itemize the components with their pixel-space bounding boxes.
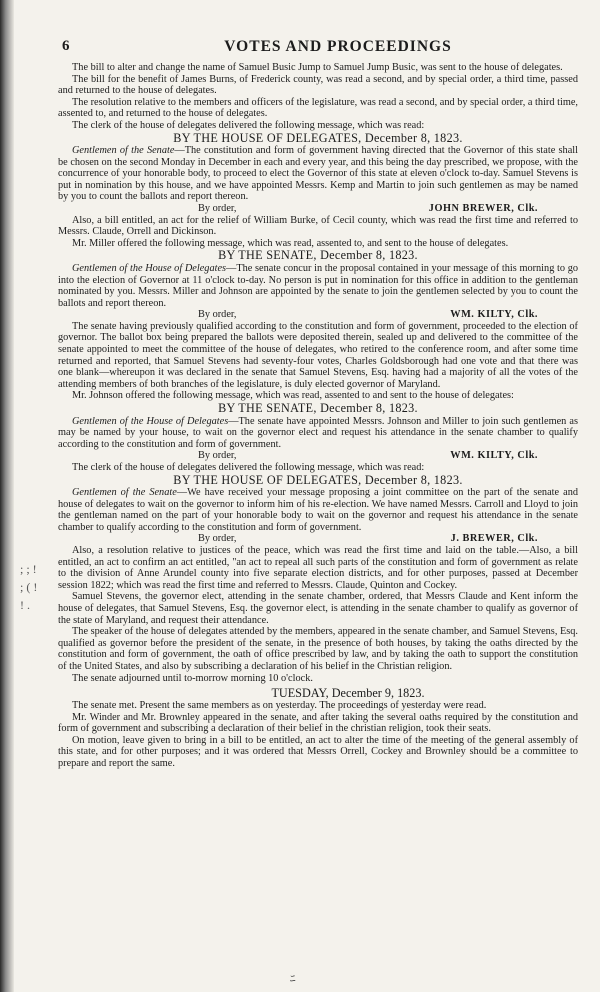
paragraph: On motion, leave given to bring in a bill to be entitled, an act to alter the time of the meeting of the general assembly of this state, and for other purposes; and it was ordered that Messrs Orrell, Cockey and Brownley should be a committee to prepare and report the same.: [58, 734, 578, 770]
message-body: [58, 263, 578, 309]
paragraph: The senate met. Present the same members as on yesterday. The proceedings of yesterday were read.: [72, 700, 487, 712]
running-title: VOTES AND PROCEEDINGS: [224, 38, 452, 55]
paragraph: Samuel Stevens, the governor elect, attending in the senate chamber, ordered, that Messrs Claude and Kent inform the house of delegates, that Samuel Stevens, Esq. the governor elect, is attending in the senate chamber to qualify as governor of the state of Maryland, and request their attendance.: [58, 591, 578, 626]
message-body: [58, 416, 578, 451]
paragraph: The bill for the benefit of James Burns, of Frederick county, was read a second, and by special order, a third time, passed and returned to the house of delegates.: [58, 73, 578, 97]
message-salutation: Gentlemen of the House of Delegates: [72, 415, 229, 427]
bottom-mark: ﾆ: [290, 973, 296, 985]
signature-by-order: By order,: [198, 533, 237, 545]
signature-name: JOHN BREWER, Clk.: [428, 203, 538, 215]
page-number: 6: [62, 38, 70, 54]
paragraph: Also, a resolution relative to justices of the peace, which was read the first time and laid on the table.—Also, a bill entitled, an act to confirm an act entitled, "an act to repeal all such parts of the constitution and form of government as relate to the division of Anne Arundel county into five separate election districts, and for other purposes, passed at December session 1822; which was read the first time and referred to Messrs. Claude, Quinton and Cockey.: [58, 544, 578, 591]
paragraph: The bill to alter and change the name of Samuel Busic Jump to Samuel Jump Busic, was sent to the house of delegates.: [72, 62, 563, 73]
page-header: [58, 38, 578, 58]
signature-name: J. BREWER, Clk.: [450, 533, 538, 545]
paragraph: Mr. Johnson offered the following message, which was read, assented to and sent to the house of delegates:: [72, 390, 514, 402]
message-body: [58, 487, 578, 533]
paragraph: The senate adjourned until to-morrow morning 10 o'clock.: [72, 672, 313, 684]
body-text: [58, 62, 578, 770]
message-heading: BY THE HOUSE OF DELEGATES, December 8, 1823.: [173, 130, 463, 145]
paragraph: The speaker of the house of delegates attended by the members, appeared in the senate chamber, and Samuel Stevens, Esq. qualified as governor before the president of the senate, in the presence of both houses, by taking the oaths directed by the constitution and form of government, the oath of office prescribed by law, and by taking the oath to support the constitution of the United States, and also by subscribing a declaration of his belief in the Christian religion.: [58, 626, 578, 672]
message-text: —The constitution and form of government having directed that the Governor of this state shall be chosen on the second Monday in December in each and every year, and this being the day prescribed, we propose, with the concurrence of your honorable body, to proceed to elect the Governor of this state at eleven o'clock to-day. Samuel Stevens is put in nomination by this house, and we have appointed Messrs. Kemp and Martin to join such gentlemen as may be named by you to count the ballots and report thereon.: [58, 145, 578, 203]
message-salutation: Gentlemen of the Senate: [72, 487, 177, 498]
margin-marks: ; ; ! ; ( ! ! .: [20, 562, 38, 612]
message-heading: BY THE SENATE, December 8, 1823.: [218, 401, 418, 416]
day-heading: TUESDAY, December 9, 1823.: [271, 686, 425, 701]
message-salutation: Gentlemen of the Senate: [72, 145, 175, 157]
signature-by-order: By order,: [198, 309, 237, 321]
signature-name: WM. KILTY, Clk.: [450, 450, 538, 462]
paragraph: The resolution relative to the members and officers of the legislature, was read a second, and by special order, a third time, assented to, and returned to the house of delegates.: [58, 96, 578, 120]
message-signature: [58, 203, 578, 215]
message-signature: [58, 309, 578, 321]
message-salutation: Gentlemen of the House of Delegates: [72, 262, 227, 274]
signature-by-order: By order,: [198, 450, 237, 462]
paragraph: Mr. Miller offered the following message, which was read, assented to, and sent to the house of delegates.: [72, 237, 509, 249]
paragraph: The senate having previously qualified according to the constitution and form of government, proceeded to the election of governor. The ballot box being prepared the ballots were deposited therein, sealed up and delivered to the committee of the senate appointed to meet the committee of the house of delegates, who retired to the conference room, and after some time returned and reported, that Samuel Stevens had seventy-four votes, Charles Goldsborough had one vote and that there was one blank—whereupon it was declared in the senate that Samuel Stevens, Esq. having had a majority of all the votes of the attending members of both branches of the legislature, is duly elected governor of Maryland.: [58, 320, 578, 390]
message-signature: [58, 533, 578, 545]
message-text: —The senate concur in the proposal contained in your message of this morning to go into the election of Governor at 11 o'clock to-day. No person is put in nomination for this office in addition to the gentleman nominated by you. Messrs. Miller and Johnson are appointed by the senate to join the gentlemen selected by you to count the ballots and report thereon.: [58, 262, 578, 309]
signature-by-order: By order,: [198, 203, 237, 215]
message-body: [58, 145, 578, 203]
message-signature: [58, 450, 578, 462]
paragraph: The clerk of the house of delegates delivered the following message, which was read:: [72, 119, 425, 131]
signature-name: WM. KILTY, Clk.: [450, 309, 538, 321]
paragraph: Also, a bill entitled, an act for the relief of William Burke, of Cecil county, which was read the first time and referred to Messrs. Claude, Orrell and Dickinson.: [58, 214, 578, 238]
paragraph: The clerk of the house of delegates delivered the following message, which was read:: [72, 461, 425, 473]
message-heading: BY THE SENATE, December 8, 1823.: [218, 248, 418, 263]
message-heading: BY THE HOUSE OF DELEGATES, December 8, 1823.: [173, 472, 463, 487]
paragraph: Mr. Winder and Mr. Brownley appeared in the senate, and after taking the several oaths required by the constitution and form of government and subscribing a declaration of their belief in the christian religion, took their seats.: [58, 711, 578, 735]
message-text: —We have received your message proposing a joint committee on the part of the senate and house of delegates to wait on the governor to inform him of his re-election. We have named Messrs. Carroll and Lloyd to join the gentleman named on the part of your honorable body to wait on the governor and request his attendance in the senate chamber to qualify according to the constitution and form of government.: [58, 487, 578, 533]
binding-shadow: [0, 0, 14, 992]
message-text: —The senate have appointed Messrs. Johnson and Miller to join such gentlemen as may be named by your house, to wait on the governor elect and request his attendance in the senate chamber to qualify according to the constitution and form of government.: [58, 415, 578, 450]
